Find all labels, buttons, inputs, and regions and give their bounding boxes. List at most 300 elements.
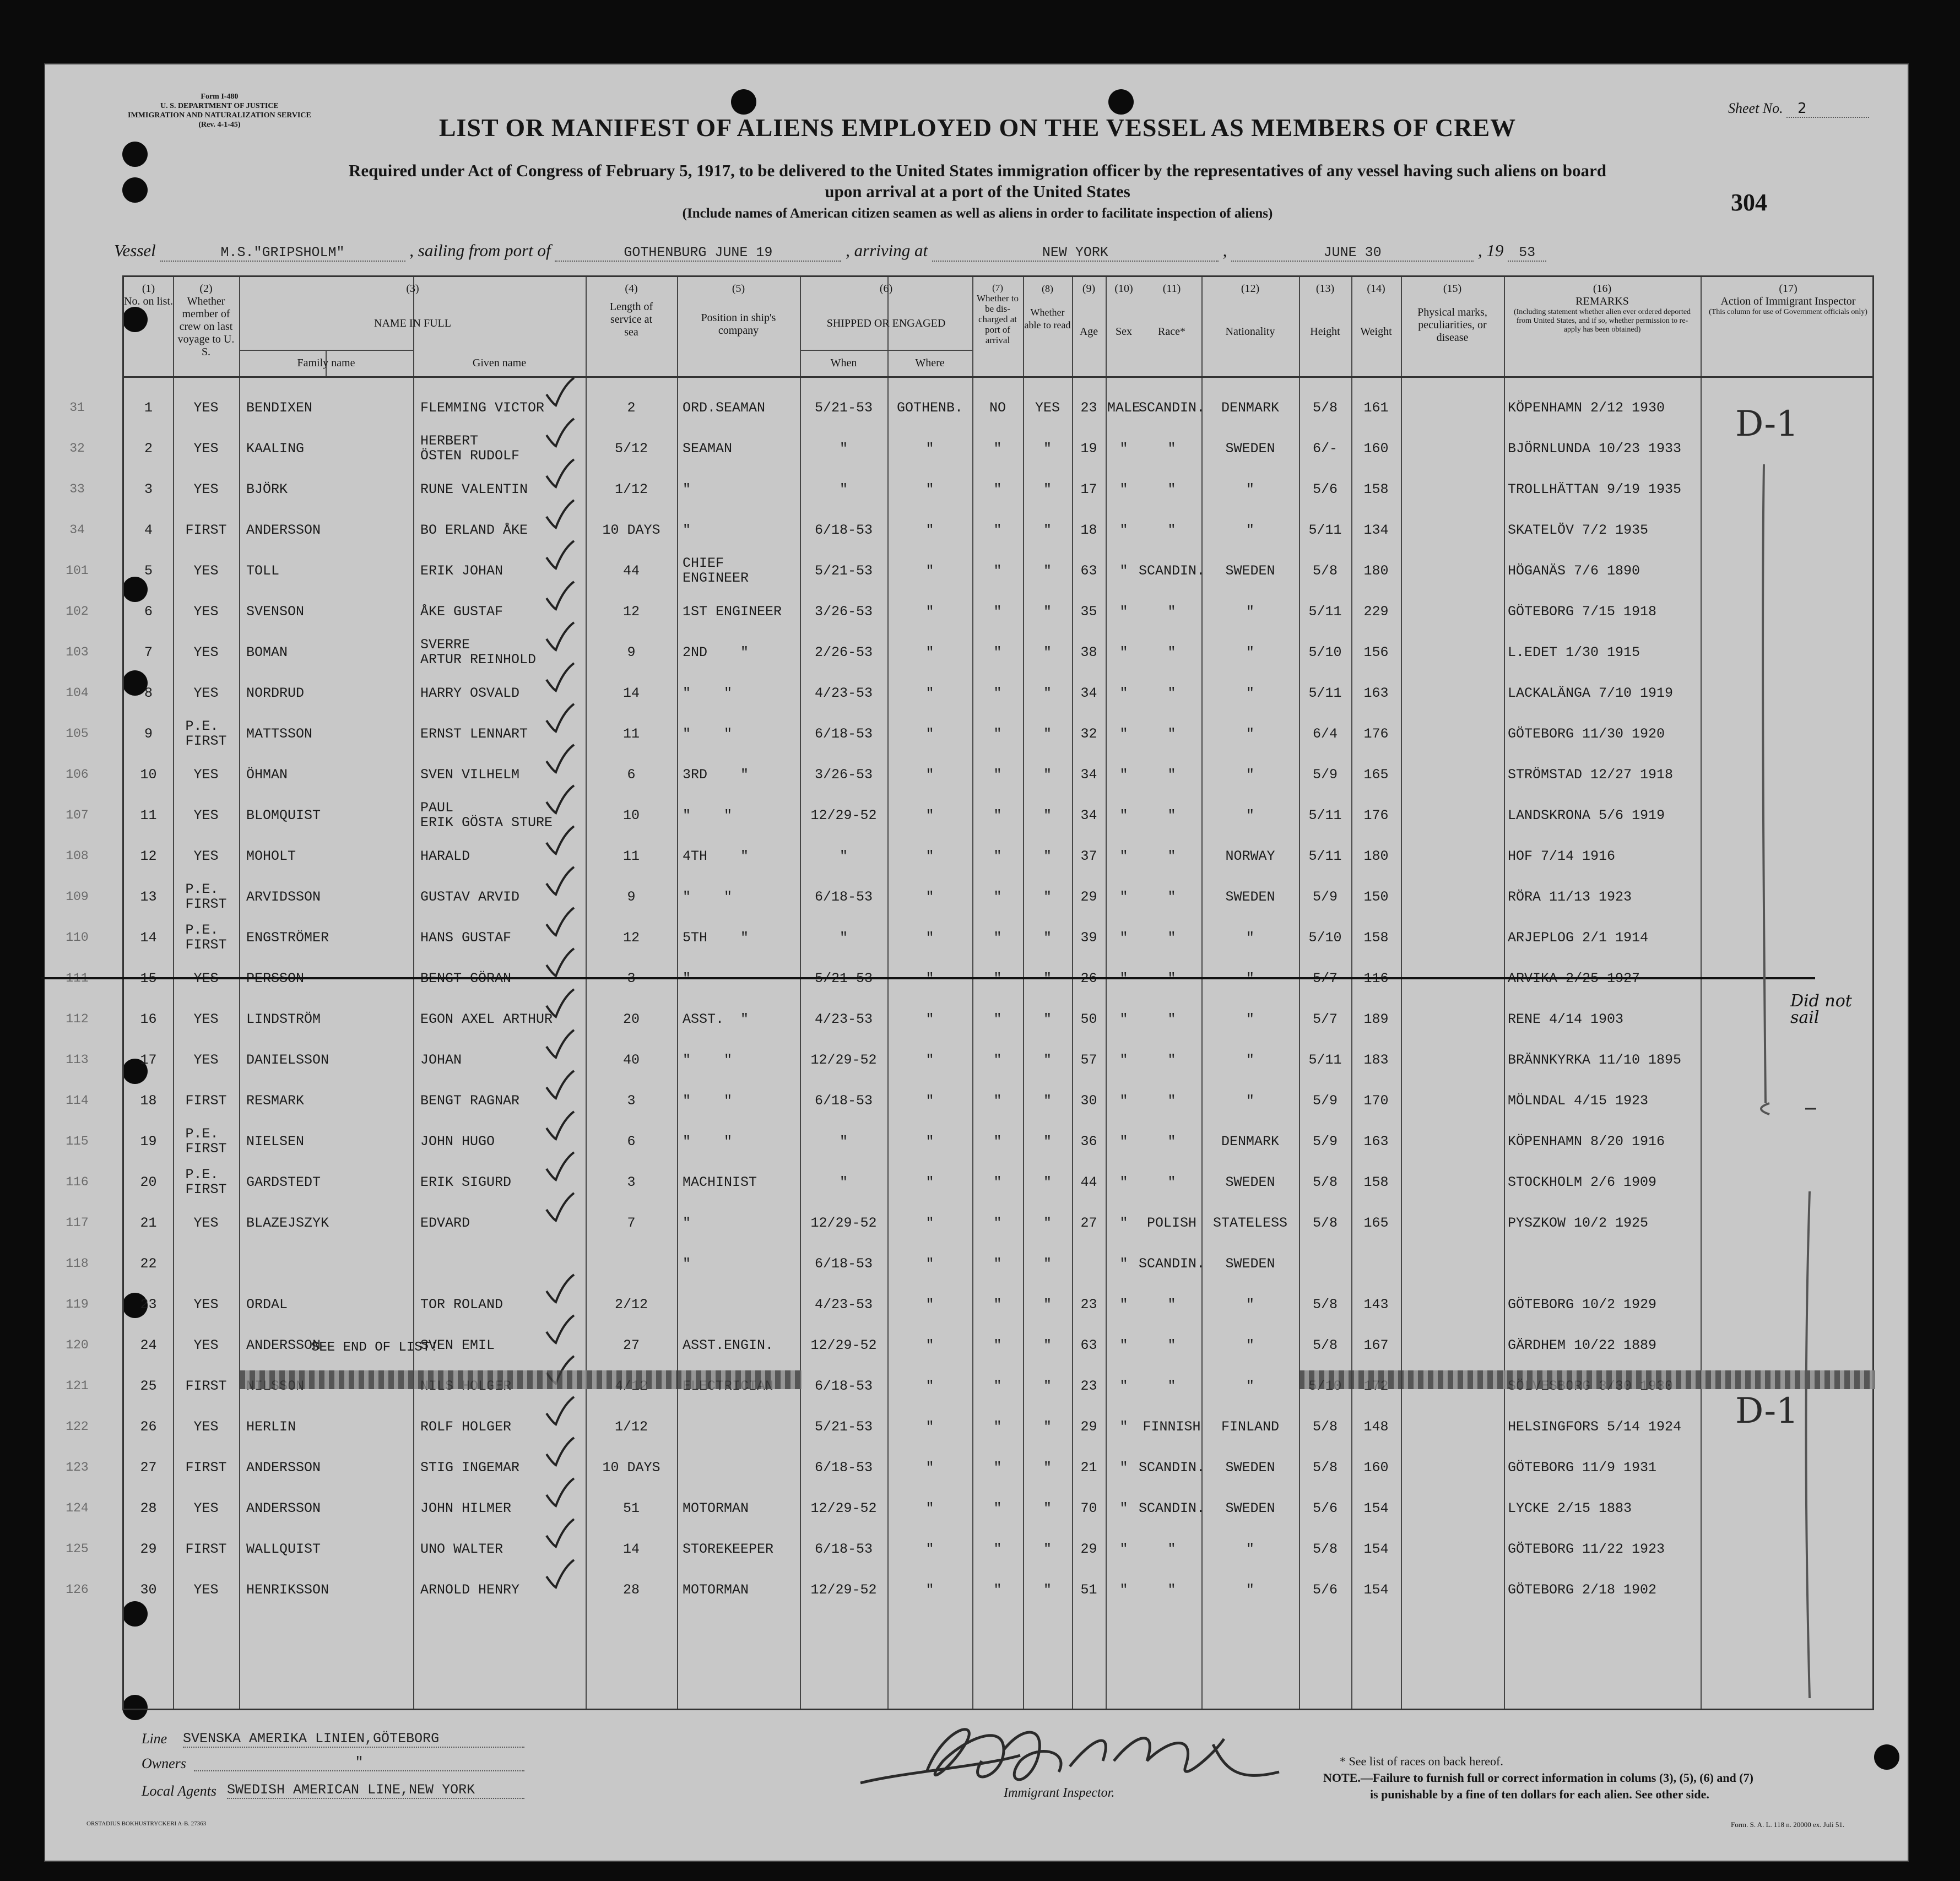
row-number-text: 15 (140, 970, 157, 986)
family-name-text: MOHOLT (246, 848, 296, 864)
position-text: " " (683, 1051, 733, 1068)
row-number (124, 1528, 173, 1569)
discharged-flag (972, 1325, 1023, 1365)
weight-text: 148 (1363, 1418, 1389, 1435)
length-of-service-text: 40 (622, 1051, 640, 1068)
table-row (66, 1488, 1872, 1528)
nationality (1201, 1325, 1299, 1365)
shipped-where-text: " (925, 725, 934, 742)
height-text: 5/9 (1312, 1133, 1338, 1150)
family-name (246, 795, 413, 836)
given-name-text: JOHN HUGO (420, 1133, 495, 1150)
shipped-when-text: 12/29-52 (810, 807, 877, 823)
table-row (66, 958, 1872, 999)
previous-voyage (173, 1162, 239, 1202)
row-number (124, 469, 173, 509)
table-row (66, 1080, 1872, 1121)
nationality-text: " (1246, 522, 1254, 538)
discharged-flag (972, 1569, 1023, 1610)
weight-text: 183 (1363, 1051, 1389, 1068)
able-to-read-text: " (1043, 807, 1052, 823)
check-mark (544, 905, 577, 938)
row-number (124, 1447, 173, 1488)
line-number: 115 (66, 1134, 89, 1148)
previous-voyage-text: YES (193, 970, 219, 986)
shipped-when-text: 4/23-53 (814, 685, 873, 701)
line-number: 34 (69, 523, 85, 537)
weight-text: 180 (1363, 562, 1389, 579)
shipped-where-text: " (925, 970, 934, 986)
height (1299, 632, 1351, 673)
height (1299, 1325, 1351, 1365)
weight-text: 160 (1363, 440, 1389, 457)
weight (1351, 1488, 1401, 1528)
obliterated-entry (240, 1370, 802, 1389)
shipped-when (800, 836, 887, 876)
height-text: 5/7 (1312, 1011, 1338, 1027)
discharged-flag-text: " (993, 603, 1002, 620)
punch-hole (1108, 89, 1134, 115)
age-text: 51 (1080, 1581, 1097, 1598)
height (1299, 428, 1351, 469)
race (1142, 469, 1201, 509)
height-text: 5/10 (1308, 644, 1342, 660)
row-number (124, 1080, 173, 1121)
age (1072, 1284, 1106, 1325)
discharged-flag-text: " (993, 970, 1002, 986)
row-number-text: 12 (140, 848, 157, 864)
discharged-flag-text: " (993, 562, 1002, 579)
nationality (1201, 1039, 1299, 1080)
position-text: 2ND " (683, 644, 749, 660)
given-name-text: HARRY OSVALD (420, 685, 520, 701)
height (1299, 387, 1351, 428)
check-mark (544, 1272, 577, 1305)
weight (1351, 795, 1401, 836)
weight (1351, 713, 1401, 754)
row-number-text: 17 (140, 1051, 157, 1068)
check-mark (544, 375, 577, 408)
length-of-service (586, 917, 677, 958)
discharged-flag (972, 754, 1023, 795)
shipped-when-text: 6/18-53 (814, 1459, 873, 1476)
weight-text: 156 (1363, 644, 1389, 660)
inspector-mark-d1: D-1 (1735, 404, 1799, 444)
able-to-read-text: YES (1035, 399, 1060, 416)
previous-voyage (173, 836, 239, 876)
row-number-text: 29 (140, 1541, 157, 1557)
length-of-service (586, 1488, 677, 1528)
position (683, 387, 800, 428)
previous-voyage (173, 1284, 239, 1325)
remarks (1508, 1569, 1701, 1610)
sailing-port: GOTHENBURG JUNE 19 (555, 245, 841, 262)
position (683, 509, 800, 550)
table-row (66, 1243, 1872, 1284)
remarks (1508, 550, 1701, 591)
weight-text: 189 (1363, 1011, 1389, 1027)
able-to-read (1023, 387, 1072, 428)
discharged-flag-text: " (993, 685, 1002, 701)
discharged-flag-text: " (993, 1541, 1002, 1557)
position (683, 1284, 800, 1325)
position-text: 3RD " (683, 766, 749, 783)
did-not-sail-note: Did not sail (1790, 991, 1852, 1027)
previous-voyage-text: YES (193, 440, 219, 457)
length-of-service-text: 9 (627, 888, 636, 905)
races-note: * See list of races on back hereof. (1340, 1754, 1503, 1768)
shipped-when-text: 5/21-53 (814, 970, 873, 986)
able-to-read-text: " (1043, 522, 1052, 538)
race (1138, 1447, 1205, 1488)
manifest-code: 304 (1731, 189, 1767, 216)
sheet-value: 2 (1786, 100, 1869, 118)
see-end-note: SEE END OF LIST! (311, 1340, 438, 1355)
sex (1106, 1121, 1142, 1162)
weight-text: 176 (1363, 725, 1389, 742)
discharged-flag (972, 673, 1023, 713)
sex-text: " (1119, 1215, 1128, 1231)
previous-voyage-text: YES (193, 766, 219, 783)
shipped-when (800, 713, 887, 754)
nationality (1201, 632, 1299, 673)
age (1072, 1039, 1106, 1080)
table-row (66, 1121, 1872, 1162)
printer-imprint: ORSTADIUS BOKHUSTRYCKERI A-B. 27363 (86, 1820, 207, 1827)
position-text: 5TH " (683, 929, 749, 946)
remarks-text: BRÄNNKYRKA 11/10 1895 (1508, 1051, 1682, 1068)
race-text: " (1167, 685, 1176, 701)
race (1142, 713, 1201, 754)
inspector-brackets (1701, 376, 1876, 1709)
table-row (66, 713, 1872, 754)
height-text: 5/8 (1312, 1541, 1338, 1557)
shipped-where (887, 1325, 972, 1365)
age-text: 34 (1080, 685, 1097, 701)
position-text: MOTORMAN (683, 1581, 749, 1598)
row-number (124, 1325, 173, 1365)
shipped-when (800, 1325, 887, 1365)
previous-voyage (173, 1488, 239, 1528)
nationality-text: " (1246, 1541, 1254, 1557)
sex (1106, 795, 1142, 836)
check-mark (544, 1313, 577, 1346)
remarks (1508, 1202, 1701, 1243)
weight (1351, 1569, 1401, 1610)
position (683, 1528, 800, 1569)
nationality (1201, 469, 1299, 509)
discharged-flag (972, 1243, 1023, 1284)
length-of-service-text: 10 (622, 807, 640, 823)
owners-value: " (194, 1754, 524, 1771)
given-name-text: HARALD (420, 848, 470, 864)
able-to-read (1023, 754, 1072, 795)
age-text: 44 (1080, 1174, 1097, 1190)
line-number: 104 (66, 686, 89, 700)
able-to-read-text: " (1043, 1174, 1052, 1190)
service: IMMIGRATION AND NATURALIZATION SERVICE (128, 111, 311, 120)
given-name-text: ÅKE GUSTAF (420, 603, 503, 620)
length-of-service (586, 509, 677, 550)
able-to-read-text: " (1043, 440, 1052, 457)
position-text: MOTORMAN (683, 1500, 749, 1516)
shipped-when (800, 1365, 887, 1406)
year-prefix: , 19 (1477, 241, 1504, 260)
height-text: 5/10 (1308, 929, 1342, 946)
given-name-text: RUNE VALENTIN (420, 481, 528, 497)
family-name (246, 999, 413, 1039)
sex-text: " (1119, 1418, 1128, 1435)
nationality (1201, 428, 1299, 469)
sex-text: " (1119, 440, 1128, 457)
able-to-read-text: " (1043, 1255, 1052, 1272)
age-text: 34 (1080, 766, 1097, 783)
length-of-service (586, 1284, 677, 1325)
line-number: 31 (69, 400, 85, 415)
remarks-text: PYSZKOW 10/2 1925 (1508, 1215, 1649, 1231)
weight (1351, 509, 1401, 550)
owners-label: Owners (142, 1755, 186, 1771)
shipped-when (800, 1080, 887, 1121)
discharged-flag (972, 917, 1023, 958)
col-no-header: (1) No. on list. (124, 283, 173, 307)
nationality (1201, 387, 1299, 428)
sex-text: " (1119, 766, 1128, 783)
line-number: 116 (66, 1175, 89, 1189)
remarks (1508, 836, 1701, 876)
length-of-service-text: 14 (622, 1541, 640, 1557)
sheet-label: Sheet No. (1728, 100, 1783, 116)
remarks-text: LYCKE 2/15 1883 (1508, 1500, 1632, 1516)
shipped-when-text: " (839, 929, 848, 946)
row-number-text: 27 (140, 1459, 157, 1476)
given-name-text: SVERRE ARTUR REINHOLD (420, 637, 537, 668)
able-to-read-text: " (1043, 1581, 1052, 1598)
shipped-where (887, 509, 972, 550)
shipped-when (800, 1528, 887, 1569)
check-mark (544, 1027, 577, 1060)
col-age-header: (9) Age (1079, 283, 1098, 338)
height-text: 5/11 (1308, 685, 1342, 701)
position (683, 428, 800, 469)
age (1072, 1528, 1106, 1569)
shipped-when (800, 917, 887, 958)
position (683, 591, 800, 632)
given-name-text: SVEN EMIL (420, 1337, 495, 1353)
position-text: " " (683, 685, 733, 701)
length-of-service-text: 6 (627, 1133, 636, 1150)
shipped-where-text: " (925, 481, 934, 497)
remarks (1508, 469, 1701, 509)
family-name (246, 836, 413, 876)
age (1072, 754, 1106, 795)
weight-text: 154 (1363, 1500, 1389, 1516)
given-name-text: GUSTAV ARVID (420, 888, 520, 905)
remarks (1508, 632, 1701, 673)
row-number-text: 19 (140, 1133, 157, 1150)
sex (1106, 1447, 1142, 1488)
shipped-when (800, 754, 887, 795)
sex-text: " (1119, 522, 1128, 538)
age-text: 27 (1080, 1215, 1097, 1231)
race (1142, 1365, 1201, 1406)
sex (1106, 591, 1142, 632)
line-number: 125 (66, 1542, 89, 1556)
shipped-when-text: 5/21-53 (814, 399, 873, 416)
nationality-text: " (1246, 1337, 1254, 1353)
sex (1106, 469, 1142, 509)
sex (1106, 1488, 1142, 1528)
position-text: ASST. " (683, 1011, 749, 1027)
inspector-mark-d1: D-1 (1735, 1391, 1799, 1432)
form-number: Form I-480 (201, 93, 239, 101)
able-to-read (1023, 1162, 1072, 1202)
remarks-text: STOCKHOLM 2/6 1909 (1508, 1174, 1657, 1190)
discharged-flag-text: " (993, 1133, 1002, 1150)
height (1299, 509, 1351, 550)
length-of-service (586, 713, 677, 754)
remarks-text: L.EDET 1/30 1915 (1508, 644, 1640, 660)
shipped-when (800, 428, 887, 469)
form-instruction: (Include names of American citizen seamen as well as aliens in order to facilitate inspection of aliens) (682, 206, 1273, 221)
length-of-service-text: 14 (622, 685, 640, 701)
shipped-where-text: " (925, 1011, 934, 1027)
shipped-when-text: 6/18-53 (814, 1255, 873, 1272)
sex-text: " (1119, 603, 1128, 620)
discharged-flag-text: " (993, 522, 1002, 538)
race (1142, 1284, 1201, 1325)
able-to-read (1023, 1039, 1072, 1080)
height-text: 5/8 (1312, 1418, 1338, 1435)
line-number: 117 (66, 1216, 89, 1230)
check-mark (544, 742, 577, 775)
discharged-flag-text: " (993, 807, 1002, 823)
family-name-text: NORDRUD (246, 685, 305, 701)
discharged-flag (972, 1080, 1023, 1121)
col-service-header: (4) Length of service at sea (609, 283, 653, 338)
age (1072, 713, 1106, 754)
previous-voyage-text: P.E. FIRST (185, 718, 227, 749)
previous-voyage-text: FIRST (185, 1378, 227, 1394)
weight (1351, 591, 1401, 632)
col-position-header: (5) Position in ship's company (701, 283, 776, 337)
weight-text: 134 (1363, 522, 1389, 538)
col-previous-voyage-header: (2) Whether member of crew on last voyage to U. S. (177, 283, 235, 358)
col-read-header: (8) Whether able to read (1024, 283, 1071, 330)
position (683, 550, 800, 591)
previous-voyage-text: YES (193, 685, 219, 701)
remarks (1508, 428, 1701, 469)
race (1142, 876, 1201, 917)
able-to-read-text: " (1043, 1337, 1052, 1353)
discharged-flag (972, 387, 1023, 428)
height (1299, 1488, 1351, 1528)
sex-text: " (1119, 888, 1128, 905)
shipped-where (887, 1243, 972, 1284)
remarks (1508, 1039, 1701, 1080)
able-to-read (1023, 469, 1072, 509)
table-row (66, 1528, 1872, 1569)
length-of-service (586, 1243, 677, 1284)
age (1072, 917, 1106, 958)
shipped-where (887, 1121, 972, 1162)
shipped-when-text: " (839, 440, 848, 457)
length-of-service (586, 795, 677, 836)
shipped-when-text: 6/18-53 (814, 888, 873, 905)
remarks-text: HELSINGFORS 5/14 1924 (1508, 1418, 1682, 1435)
shipped-where-text: " (925, 929, 934, 946)
length-of-service (586, 1162, 677, 1202)
row-number-text: 14 (140, 929, 157, 946)
height-text: 5/11 (1308, 522, 1342, 538)
weight (1351, 1406, 1401, 1447)
given-name-text: FLEMMING VICTOR (420, 399, 545, 416)
punch-hole (1874, 1744, 1899, 1770)
shipped-where (887, 428, 972, 469)
race (1142, 509, 1201, 550)
age (1072, 1325, 1106, 1365)
nationality (1201, 999, 1299, 1039)
remarks-text: LACKALÄNGA 7/10 1919 (1508, 685, 1674, 701)
table-row (66, 795, 1872, 836)
length-of-service-text: 5/12 (614, 440, 648, 457)
able-to-read-text: " (1043, 1011, 1052, 1027)
col-where-header: Where (915, 357, 945, 369)
weight (1351, 1080, 1401, 1121)
col-sex-header: (10) Sex (1114, 283, 1133, 338)
age (1072, 1365, 1106, 1406)
sex-text: " (1119, 562, 1128, 579)
discharged-flag-text: " (993, 1378, 1002, 1394)
able-to-read (1023, 1528, 1072, 1569)
age-text: 23 (1080, 399, 1097, 416)
shipped-where-text: " (925, 1581, 934, 1598)
given-name-text: ERIK JOHAN (420, 562, 503, 579)
col-given-name-header: Given name (472, 357, 527, 369)
length-of-service-text: 44 (622, 562, 640, 579)
row-number (124, 1202, 173, 1243)
family-name-text: ÖHMAN (246, 766, 288, 783)
weight-text: 167 (1363, 1337, 1389, 1353)
row-number-text: 28 (140, 1500, 157, 1516)
position (683, 673, 800, 713)
position-text: ORD.SEAMAN (683, 399, 766, 416)
remarks-text: GÖTEBORG 7/15 1918 (1508, 603, 1657, 620)
nationality-text: " (1246, 1051, 1254, 1068)
weight (1351, 387, 1401, 428)
shipped-where (887, 1365, 972, 1406)
family-name-text: TOLL (246, 562, 280, 579)
row-number (124, 1162, 173, 1202)
sex-text: " (1119, 970, 1128, 986)
age (1072, 836, 1106, 876)
vessel-label: Vessel (114, 241, 156, 260)
family-name (246, 1447, 413, 1488)
position-text: " (683, 1215, 691, 1231)
weight-text: 163 (1363, 685, 1389, 701)
shipped-when-text: " (839, 1174, 848, 1190)
sex (1106, 632, 1142, 673)
family-name-text: GARDSTEDT (246, 1174, 321, 1190)
sex-text: " (1119, 807, 1128, 823)
able-to-read (1023, 1121, 1072, 1162)
able-to-read (1023, 795, 1072, 836)
shipped-when-text: 12/29-52 (810, 1051, 877, 1068)
given-name-text: BO ERLAND ÅKE (420, 522, 528, 538)
previous-voyage-text: YES (193, 1581, 219, 1598)
given-name-text: JOHAN (420, 1051, 462, 1068)
check-mark (544, 783, 577, 816)
